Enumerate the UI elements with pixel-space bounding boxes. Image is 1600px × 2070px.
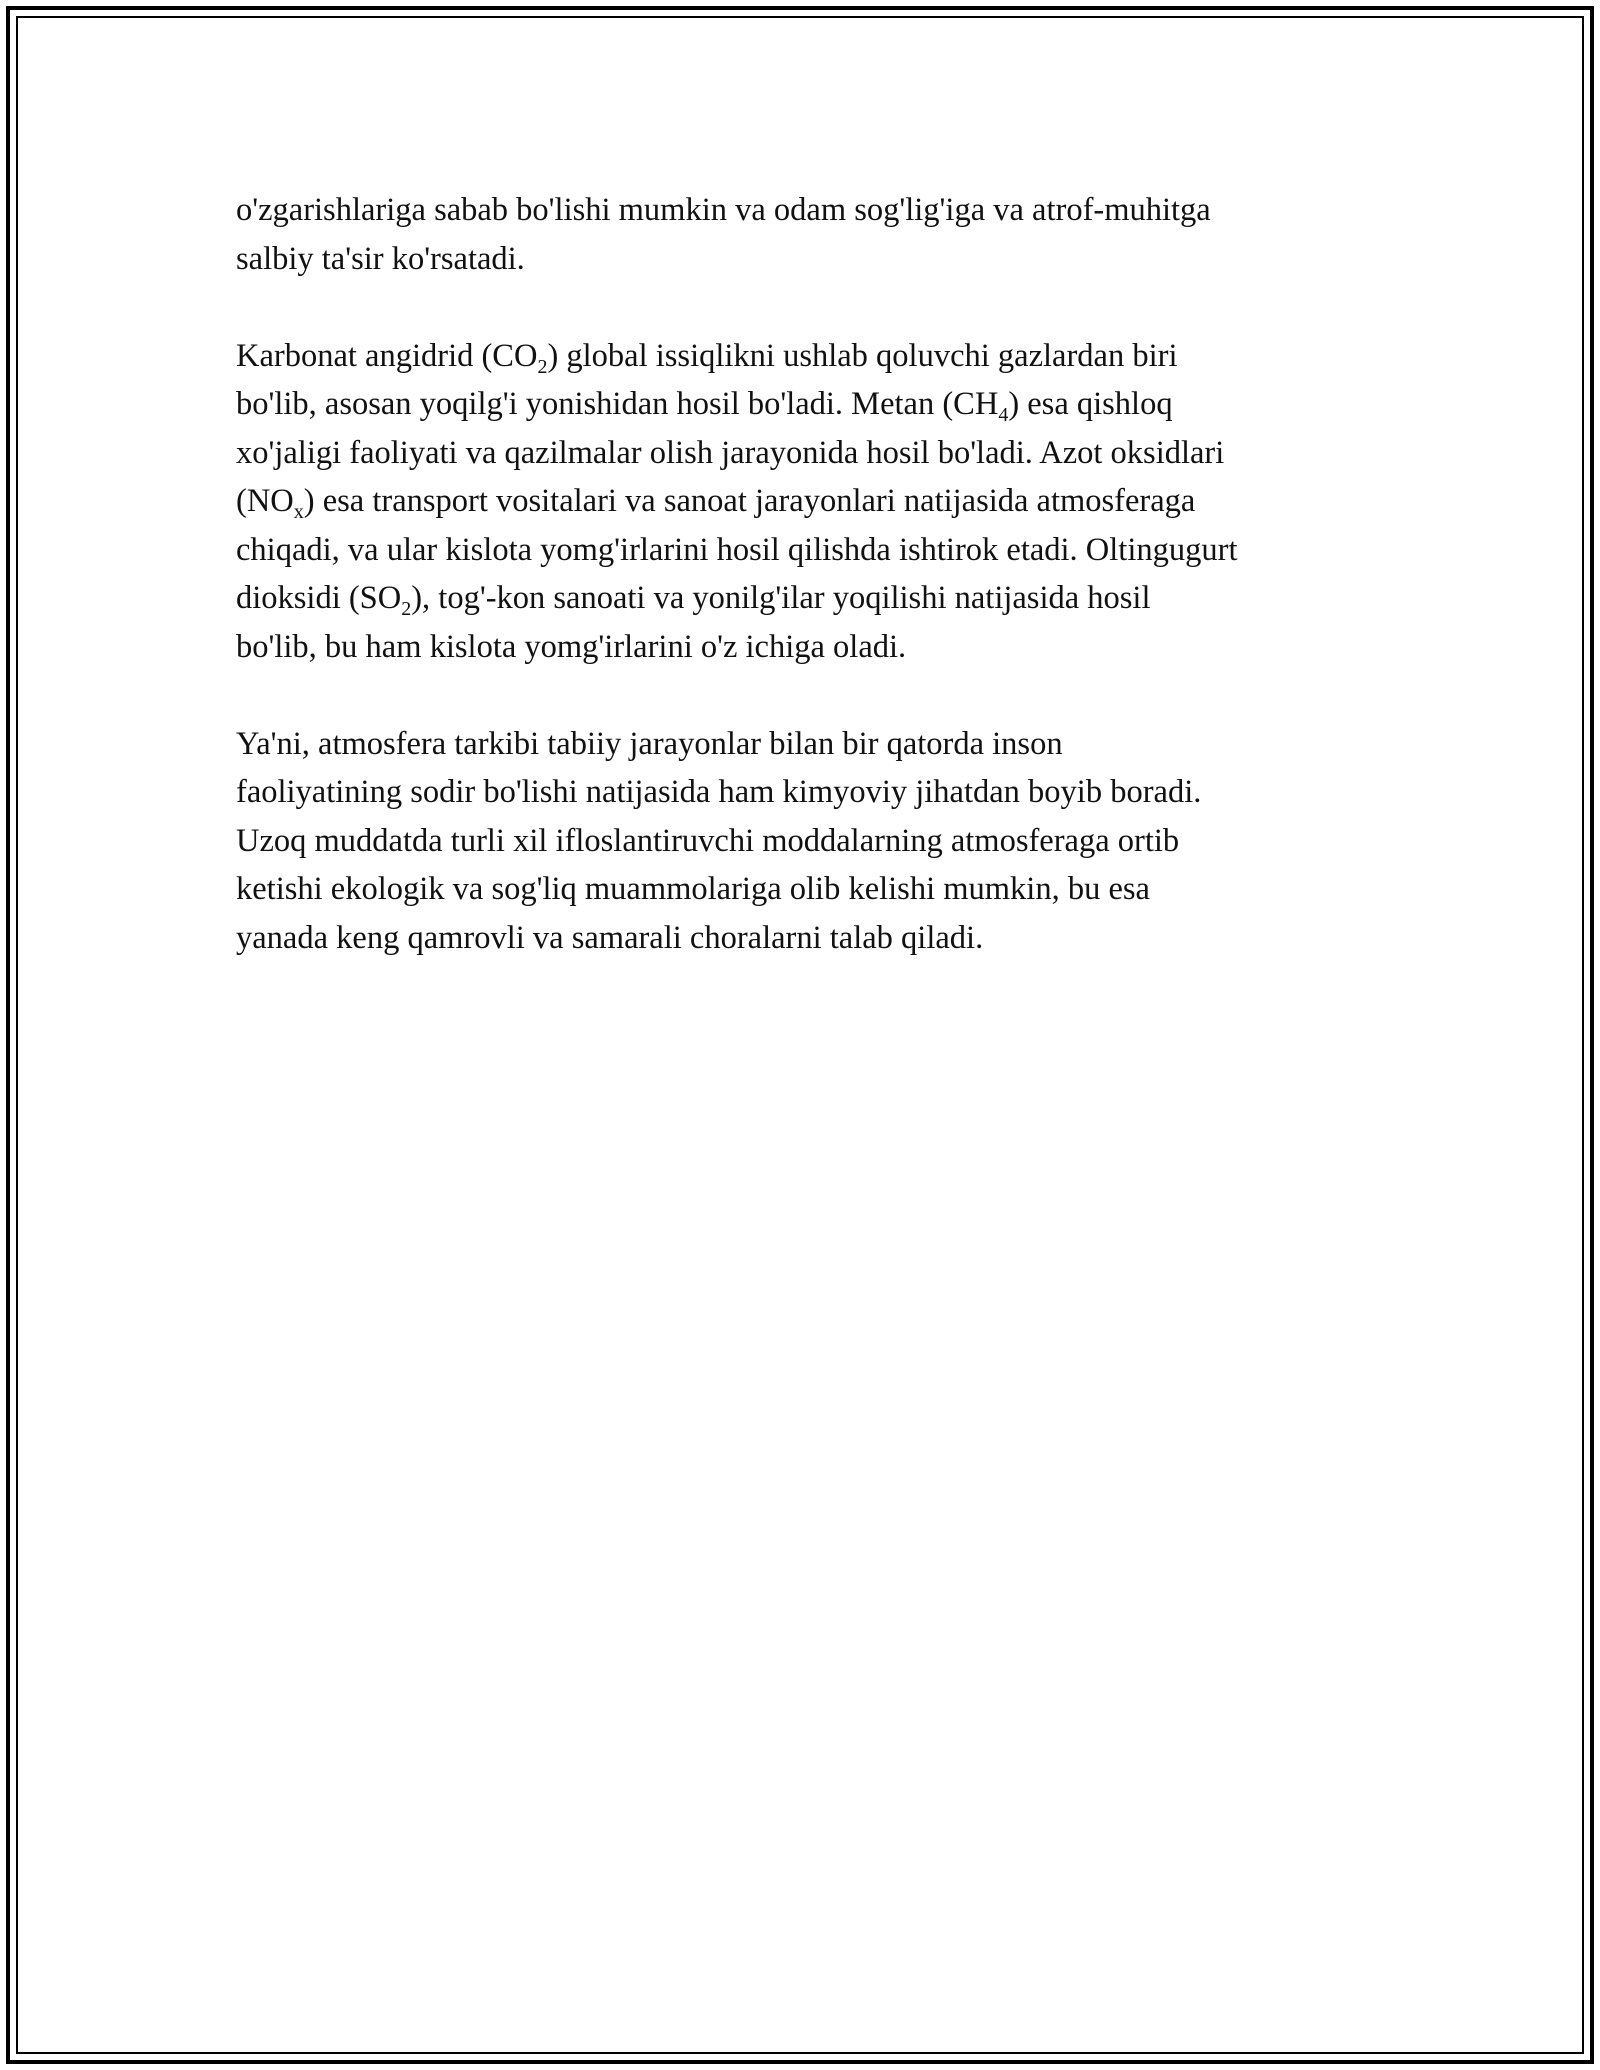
paragraph <box>236 720 1376 963</box>
text-line: salbiy ta'sir ko'rsatadi. <box>236 240 525 277</box>
text-line: ketishi ekologik va sog'liq muammolariga olib kelishi mumkin, bu esa <box>236 871 1150 907</box>
text-line: o'zgarishlariga sabab bo'lishi mumkin va odam sog'lig'iga va atrof-muhitga <box>236 192 1211 228</box>
text-line: dioksidi $(SO_2)$, tog'-kon sanoati va yonilg'ilar yoqilishi natijasida hosil <box>236 580 1151 620</box>
text-line: Ya'ni, atmosfera tarkibi tabiiy jarayonlar bilan bir qatorda inson <box>236 725 1063 762</box>
subscript: x <box>293 501 304 523</box>
paragraph <box>236 332 1376 672</box>
text-line: faoliyatining sodir bo'lishi natijasida ham kimyoviy jihatdan boyib boradi. <box>236 774 1202 810</box>
paragraph <box>236 186 1376 283</box>
text-line: Uzoq muddatda turli xil ifloslantiruvchi moddalarning atmosferaga ortib <box>236 822 1180 859</box>
subscript: 2 <box>401 598 412 620</box>
subscript: 2 <box>537 355 548 378</box>
text-line: $(NO_x)$ esa transport vositalari va sanoat jarayonlari natijasida atmosferaga <box>236 483 1196 523</box>
text-line: bo'lib, bu ham kislota yomg'irlarini o'z ichiga oladi. <box>236 628 907 665</box>
text-line: chiqadi, va ular kislota yomg'irlarini hosil qilishda ishtirok etadi. Oltingugurt <box>236 531 1238 568</box>
text-line: xo'jaligi faoliyati va qazilmalar olish jarayonida hosil bo'ladi. Azot oksidlari <box>236 434 1225 471</box>
text-line: yanada keng qamrovli va samarali choralarni talab qiladi. <box>236 919 984 956</box>
text-line: Karbonat angidrid $(CO_2)$ global issiqlikni ushlab qoluvchi gazlardan biri <box>236 337 1178 378</box>
subscript: 4 <box>998 404 1009 426</box>
text-line: bo'lib, asosan yoqilg'i yonishidan hosil bo'ladi. Metan $(CH_4)$ esa qishloq <box>236 386 1173 426</box>
document-body <box>236 186 1376 962</box>
